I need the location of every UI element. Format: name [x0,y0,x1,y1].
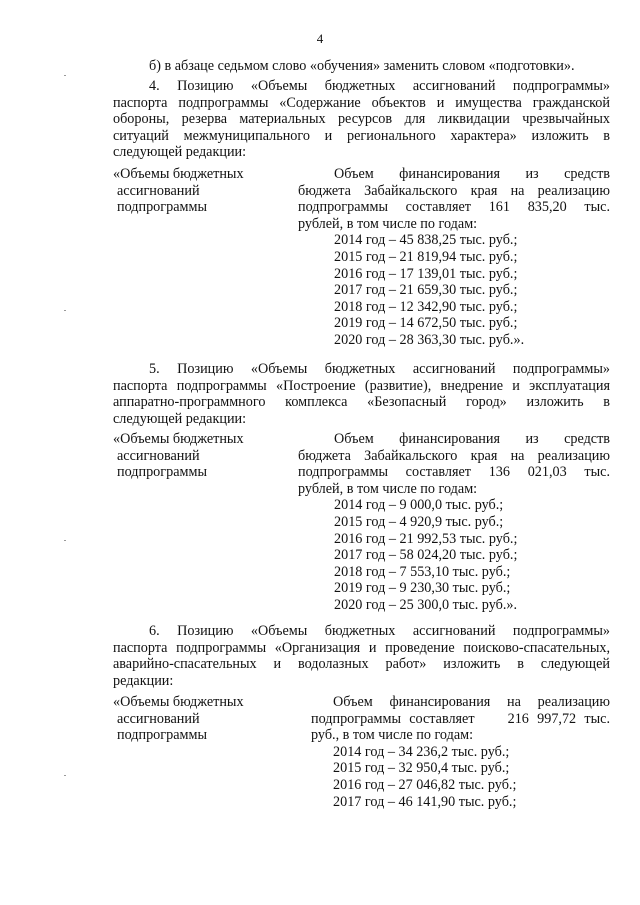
value-line: рублей, в том числе по годам: [298,480,478,497]
year-line: 2018 год – 7 553,10 тыс. руб.; [334,563,511,580]
label-line: ассигнований [117,447,200,464]
year-line: 2019 год – 14 672,50 тыс. руб.; [334,315,518,332]
label-line: подпрограммы [117,727,207,744]
label-line: ассигнований [117,182,200,199]
value-line: подпрограммы составляет 216 997,72 тыс. [311,710,610,727]
year-line: 2020 год – 25 300,0 тыс. руб.». [334,596,518,613]
item-6-line: редакции: [113,672,174,689]
label-line: «Объемы бюджетных [113,431,244,447]
item-b-text: б) в абзаце седьмом слово «обучения» заменить словом «подготовки». [149,58,575,74]
year-line: 2015 год – 32 950,4 тыс. руб.; [333,760,510,777]
margin-mark [64,310,66,311]
value-line: руб., в том числе по годам: [311,727,474,744]
item-5-value [298,431,610,614]
year-line: 2016 год – 27 046,82 тыс. руб.; [333,776,517,793]
item-6-line: паспорта подпрограммы «Организация и проведение поисково-спасательных, [113,639,610,656]
value-line: Объем финансирования из средств [334,431,610,447]
item-5-line: следующей редакции: [113,410,247,427]
item-6-line: 6. Позицию «Объемы бюджетных ассигнований подпрограммы» [149,623,610,639]
item-6-value [311,694,610,810]
item-5-line: аппаратно-программного комплекса «Безопасный город» изложить в [113,394,610,411]
item-4-line: 4. Позицию «Объемы бюджетных ассигнований подпрограммы» [149,78,610,94]
year-line: 2015 год – 21 819,94 тыс. руб.; [334,248,518,265]
item-4-value [298,166,610,349]
year-line: 2017 год – 58 024,20 тыс. руб.; [334,547,518,564]
year-line: 2017 год – 46 141,90 тыс. руб.; [333,793,517,810]
item-5-line: паспорта подпрограммы «Построение (развитие), внедрение и эксплуатация [113,377,610,394]
margin-mark [64,540,66,541]
year-line: 2014 год – 34 236,2 тыс. руб.; [333,743,510,760]
item-4-line: следующей редакции: [113,144,247,161]
year-line: 2015 год – 4 920,9 тыс. руб.; [334,513,504,530]
label-line: «Объемы бюджетных [113,166,244,182]
year-line: 2020 год – 28 363,30 тыс. руб.». [334,331,525,348]
value-line: бюджета Забайкальского края на реализацию [298,182,610,199]
value-line: бюджета Забайкальского края на реализацию [298,447,610,464]
value-line: рублей, в том числе по годам: [298,215,478,232]
year-line: 2019 год – 9 230,30 тыс. руб.; [334,580,511,597]
item-6-paragraph [113,623,610,689]
label-line: «Объемы бюджетных [113,694,244,710]
year-line: 2014 год – 9 000,0 тыс. руб.; [334,497,504,514]
item-5-label [113,431,293,481]
item-5-paragraph [113,361,610,427]
item-4-label [113,166,293,216]
page-number: 4 [316,31,324,46]
value-line: подпрограммы составляет 136 021,03 тыс. [298,464,610,481]
item-4-line: паспорта подпрограммы «Содержание объектов и имущества гражданской [113,94,610,111]
margin-mark [64,75,66,76]
year-line: 2018 год – 12 342,90 тыс. руб.; [334,298,518,315]
item-5-line: 5. Позицию «Объемы бюджетных ассигнований подпрограммы» [149,361,610,377]
item-6-label [113,694,293,744]
item-4-paragraph [113,78,610,161]
item-4-line: обороны, резерва материальных ресурсов для ликвидации чрезвычайных [113,111,610,128]
value-line: Объем финансирования из средств [334,166,610,182]
value-line: Объем финансирования на реализацию [333,694,610,710]
label-line: подпрограммы [117,199,207,216]
year-line: 2016 год – 17 139,01 тыс. руб.; [334,265,518,282]
value-line: подпрограммы составляет 161 835,20 тыс. [298,199,610,216]
margin-mark [64,775,66,776]
item-6-line: аварийно-спасательных и водолазных работ» изложить в следующей [113,656,610,673]
year-line: 2017 год – 21 659,30 тыс. руб.; [334,282,518,299]
year-line: 2014 год – 45 838,25 тыс. руб.; [334,232,518,249]
item-b-paragraph [113,58,610,75]
label-line: подпрограммы [117,464,207,481]
label-line: ассигнований [117,710,200,727]
item-4-line: ситуаций межмуниципального и регионального характера» изложить в [113,127,610,144]
year-line: 2016 год – 21 992,53 тыс. руб.; [334,530,518,547]
